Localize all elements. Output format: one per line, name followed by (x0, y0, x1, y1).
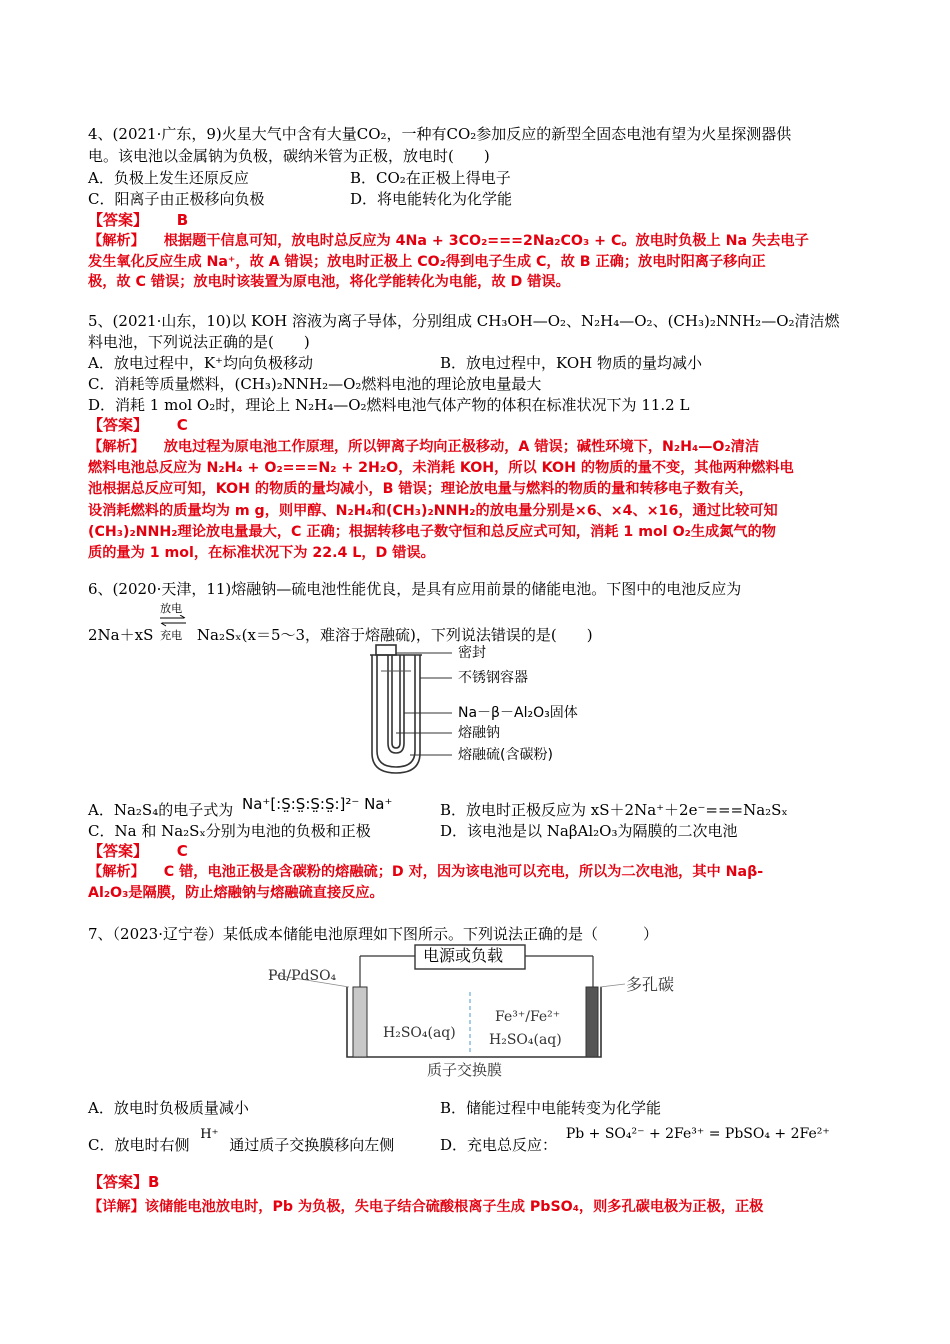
answer-value: B (176, 211, 189, 229)
q7-option-b: B．储能过程中电能转变为化学能 (440, 1099, 662, 1117)
arrow-label-discharge: 放电 (160, 602, 183, 615)
electron-formula: Na⁺[:S̤:S̤:S̤:S̤:]²⁻ Na⁺ (242, 795, 393, 813)
q5-analysis-line-5: (CH₃)₂NNH₂理论放电量最大，C 正确；根据转移电子数守恒和总反应式可知，消耗 1 mol O₂生成氮气的物 (88, 524, 776, 540)
fig-label-porous-carbon: 多孔碳 (626, 975, 675, 994)
q5-analysis-line-1 (88, 437, 759, 457)
equilibrium-arrow (158, 602, 188, 645)
q7-option-c (88, 1127, 395, 1157)
detail-label: 【详解】 (88, 1199, 145, 1215)
q6-analysis-line-2: Al₂O₃是隔膜，防止熔融钠与熔融硫直接反应。 (88, 885, 384, 901)
option-d-text: D．充电总反应： (440, 1136, 558, 1154)
q7-detail-line-1 (88, 1197, 763, 1217)
q4-stem-line-1: 4、(2021·广东，9)火星大气中含有大量CO₂，一种有CO₂参加反应的新型全固态电池有望为火星探测器供 (88, 125, 792, 143)
fig-label-molten-sodium: 熔融钠 (458, 725, 500, 741)
fig-label-pd-pdso4: Pd/PdSO₄ (268, 968, 337, 984)
arrow-label-charge: 充电 (160, 629, 183, 642)
fig-right-electrolyte: H₂SO₄(aq) (489, 1032, 562, 1048)
q6-option-d: D．该电池是以 NaβAl₂O₃为隔膜的二次电池 (440, 822, 738, 840)
q5-analysis-line-2: 燃料电池总反应为 N₂H₄ + O₂===N₂ + 2H₂O，未消耗 KOH，所以 KOH 的物质的量不变，其他两种燃料电 (88, 460, 794, 476)
option-d-equation: Pb + SO₄²⁻ + 2Fe³⁺ = PbSO₄ + 2Fe²⁺ (565, 1126, 830, 1142)
answer-label: 【答案】 (88, 1173, 149, 1191)
q6-reaction-right: Na₂Sₓ(x＝5～3，难溶于熔融硫)，下列说法错误的是( ) (196, 626, 593, 644)
fig-left-electrolyte: H₂SO₄(aq) (383, 1025, 456, 1041)
q6-answer (88, 841, 188, 861)
answer-label: 【答案】 (88, 842, 149, 860)
q6-option-a (88, 795, 393, 820)
analysis-text: 放电过程为原电池工作原理，所以钾离子均向正极移动，A 错误；碱性环境下，N₂H₄—O₂清洁 (163, 439, 760, 455)
answer-value: C (176, 842, 188, 860)
analysis-label: 【解析】 (88, 439, 145, 455)
q7-option-a: A．放电时负极质量减小 (88, 1099, 249, 1117)
option-a-text: A．Na₂S₄的电子式为 (88, 801, 234, 819)
q4-option-b: B．CO₂在正极上得电子 (350, 169, 511, 187)
q6-stem-line-2 (88, 602, 593, 645)
q5-option-d: D．消耗 1 mol O₂时，理论上 N₂H₄—O₂燃料电池气体产物的体积在标准状况下为 11.2 L (88, 396, 690, 414)
q6-option-c: C．Na 和 Na₂Sₓ分别为电池的负极和正极 (88, 822, 371, 840)
q5-analysis-line-6: 质的量为 1 mol，在标准状况下为 22.4 L，D 错误。 (88, 545, 435, 561)
q6-stem-line-1: 6、(2020·天津，11)熔融钠—硫电池性能优良，是具有应用前景的储能电池。下图中的电池反应为 (88, 580, 742, 598)
fig-proton-exchange-membrane: 质子交换膜 (427, 1061, 503, 1079)
option-c-text-1: C．放电时右侧 (88, 1136, 190, 1154)
q5-stem-line-2: 料电池，下列说法正确的是( ) (88, 333, 310, 351)
q6-reaction-left: 2Na＋xS (88, 626, 154, 644)
q7-option-d (440, 1126, 830, 1156)
q5-answer (88, 415, 188, 435)
fig-power-or-load: 电源或负载 (423, 946, 504, 965)
answer-label: 【答案】 (88, 416, 149, 434)
fig-label-molten-sulfur: 熔融硫(含碳粉) (458, 747, 553, 763)
q5-option-c: C．消耗等质量燃料，(CH₃)₂NNH₂—O₂燃料电池的理论放电量最大 (88, 375, 542, 393)
q4-analysis-line-3: 极，故 C 错误；放电时该装置为原电池，将化学能转化为电能，故 D 错误。 (88, 274, 570, 290)
q5-analysis-line-4: 设消耗燃料的质量均为 m g，则甲醇、N₂H₄和(CH₃)₂NNH₂的放电量分别是×6、×4、×16，通过比较可知 (88, 503, 778, 519)
answer-value: C (176, 416, 188, 434)
q5-stem-line-1: 5、(2021·山东，10)以 KOH 溶液为离子导体，分别组成 CH₃OH—O₂、N₂H₄—O₂、(CH₃)₂NNH₂—O₂清洁燃 (88, 312, 840, 330)
fig-label-steel-container: 不锈钢容器 (458, 670, 528, 686)
q6-option-b: B．放电时正极反应为 xS＋2Na⁺＋2e⁻===Na₂Sₓ (440, 801, 788, 819)
answer-value: B (148, 1173, 160, 1191)
q4-analysis-line-2: 发生氧化反应生成 Na⁺，故 A 错误；放电时正极上 CO₂得到电子生成 C，故 B 正确；放电时阳离子移向正 (88, 254, 766, 270)
option-c-text-2: 通过质子交换膜移向左侧 (229, 1136, 395, 1154)
q4-stem-line-2: 电。该电池以金属钠为负极，碳纳米管为正极，放电时( ) (88, 147, 490, 165)
q4-analysis-line-1 (88, 231, 809, 251)
q4-option-c: C．阳离子由正极移向负极 (88, 190, 265, 208)
q4-option-d: D．将电能转化为化学能 (350, 190, 513, 208)
q7-stem: 7、（2023·辽宁卷）某低成本储能电池原理如下图所示。下列说法正确的是（ ） (88, 925, 658, 943)
analysis-label: 【解析】 (88, 233, 145, 249)
fig-label-seal: 密封 (458, 645, 486, 661)
fig-label-solid-electrolyte: Na－β－Al₂O₃固体 (458, 705, 578, 721)
q4-option-a: A．负极上发生还原反应 (88, 169, 249, 187)
fig-right-ion-pair: Fe³⁺/Fe²⁺ (495, 1009, 561, 1025)
q7-answer (88, 1172, 159, 1192)
q5-analysis-line-3: 池根据总反应可知，KOH 的物质的量均减小，B 错误；理论放电量与燃料的物质的量和转移电子数有关， (88, 481, 754, 497)
detail-text: 该储能电池放电时，Pb 为负极，失电子结合硫酸根离子生成 PbSO₄，则多孔碳电极为正极，正极 (144, 1199, 764, 1215)
analysis-text: C 错，电池正极是含碳粉的熔融硫；D 对，因为该电池可以充电，所以为二次电池，其中 Naβ- (163, 864, 764, 880)
analysis-text: 根据题干信息可知，放电时总反应为 4Na + 3CO₂===2Na₂CO₃ + C。放电时负极上 Na 失去电子 (163, 233, 809, 249)
q4-answer (88, 210, 188, 230)
answer-label: 【答案】 (88, 211, 149, 229)
option-c-ion: H⁺ (200, 1127, 219, 1142)
q5-option-a: A．放电过程中，K⁺均向负极移动 (88, 354, 313, 372)
q5-option-b: B．放电过程中，KOH 物质的量均减小 (440, 354, 702, 372)
q6-analysis-line-1 (88, 862, 763, 882)
analysis-label: 【解析】 (88, 864, 145, 880)
